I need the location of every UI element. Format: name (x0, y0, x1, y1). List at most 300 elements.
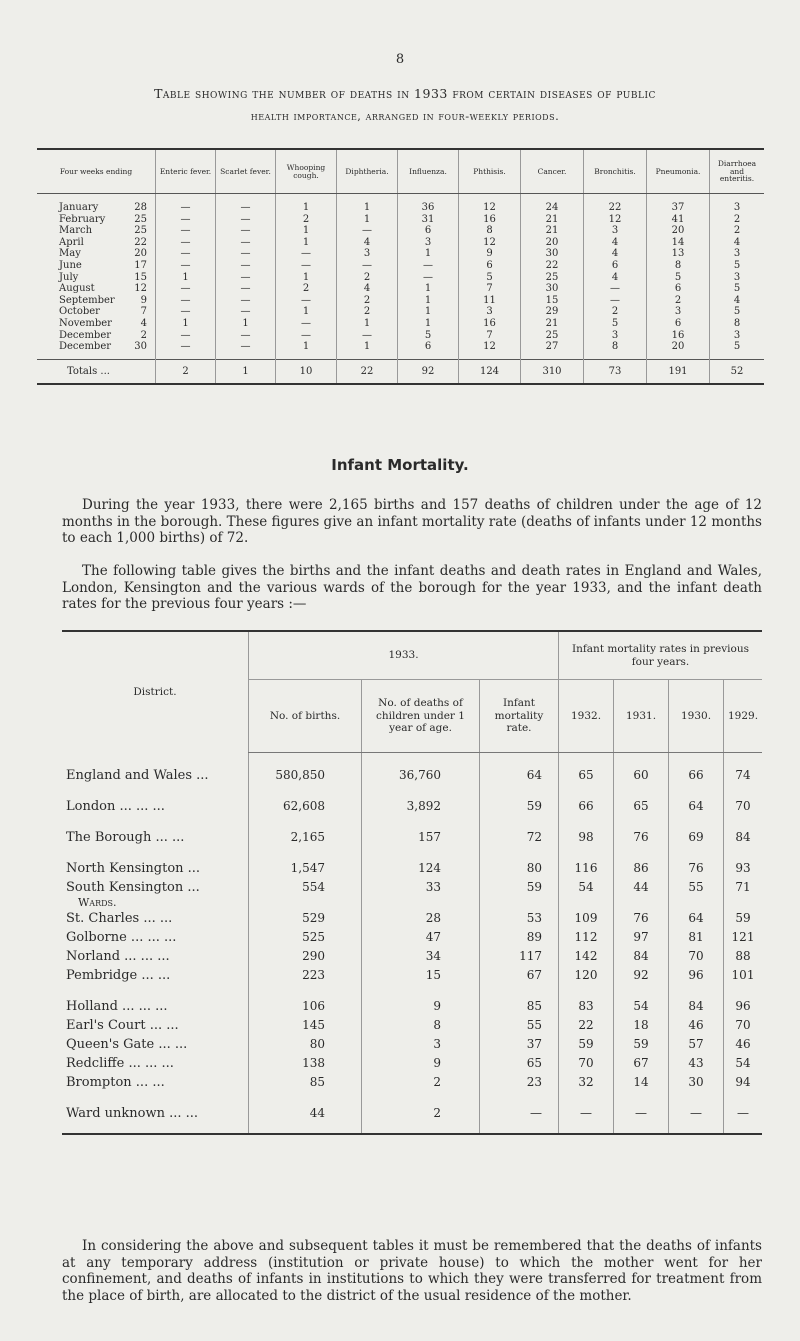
table-cell: — (216, 248, 276, 260)
table-cell: 1 (337, 318, 398, 330)
totals-cell: 52 (710, 359, 765, 384)
infant-mortality-table (62, 630, 762, 1135)
table-cell: 84 (724, 828, 763, 847)
table-cell: 6 (398, 225, 459, 237)
table-cell: 31 (398, 214, 459, 226)
table-cell: 22 (521, 260, 584, 272)
table-cell: — (559, 1104, 614, 1123)
table-cell: 5 (584, 318, 647, 330)
table-cell: — (156, 225, 216, 237)
table-row (37, 341, 764, 353)
table-cell: 2 (337, 272, 398, 284)
table-cell: — (216, 295, 276, 307)
period-month: August (59, 283, 95, 295)
table-cell: 62,608 (249, 797, 362, 816)
table-cell: 7 (459, 330, 521, 342)
table2-spacer-row (62, 847, 762, 859)
table-cell: 529 (249, 909, 362, 928)
table-cell: 59 (480, 797, 559, 816)
table-row (37, 260, 764, 272)
table-row (37, 248, 764, 260)
period-cell (37, 202, 156, 214)
table-cell: 4 (337, 237, 398, 249)
table-cell: 2,165 (249, 828, 362, 847)
table-row (37, 237, 764, 249)
table2-spacer-row (62, 816, 762, 828)
table-cell: — (584, 283, 647, 295)
table-cell: 1 (398, 318, 459, 330)
table-cell: 54 (614, 997, 669, 1016)
table-cell: — (480, 1104, 559, 1123)
table-row (62, 766, 762, 785)
table-cell: 89 (480, 928, 559, 947)
table-cell: 67 (480, 966, 559, 985)
period-day: 12 (134, 283, 147, 295)
table-cell: — (156, 330, 216, 342)
period-month: December (59, 341, 112, 353)
table-cell: 46 (669, 1016, 724, 1035)
table-cell: — (276, 295, 337, 307)
period-cell (37, 260, 156, 272)
table-cell: 59 (614, 1035, 669, 1054)
table-cell: 6 (398, 341, 459, 353)
table-cell: 3 (710, 272, 765, 284)
table-row (37, 283, 764, 295)
table-cell: 5 (710, 260, 765, 272)
col-district: District. (133, 685, 177, 698)
table-cell: — (216, 202, 276, 214)
table-cell: — (156, 202, 216, 214)
table-cell: 3,892 (362, 797, 480, 816)
table-cell: 8 (647, 260, 710, 272)
period-month: October (59, 306, 100, 318)
table-cell: 16 (459, 214, 521, 226)
table-cell: 124 (362, 859, 480, 878)
table-cell: 84 (669, 997, 724, 1016)
table-cell: 59 (559, 1035, 614, 1054)
table-cell: 3 (584, 330, 647, 342)
table-cell: 97 (614, 928, 669, 947)
table-cell: 80 (249, 1035, 362, 1054)
table-cell: 59 (724, 909, 763, 928)
table-row (62, 997, 762, 1016)
period-cell (37, 330, 156, 342)
table2-spacer-row (62, 1123, 762, 1134)
table-row (37, 306, 764, 318)
table-cell: 5 (398, 330, 459, 342)
totals-label: Totals ... (37, 359, 156, 384)
district-name: Holland ... ... ... (66, 999, 168, 1014)
table-cell: 66 (669, 766, 724, 785)
table-cell: 9 (362, 1054, 480, 1073)
table-row (62, 878, 762, 897)
table-cell: 13 (647, 248, 710, 260)
district-name: Pembridge ... ... (66, 968, 171, 983)
period-day: 28 (134, 202, 147, 213)
table-cell: — (398, 260, 459, 272)
table-row (62, 966, 762, 985)
table-cell: 80 (480, 859, 559, 878)
table-cell: 1 (398, 295, 459, 307)
table1-title-line2: health importance, arranged in four-weekly periods. (250, 108, 560, 123)
period-month: March (59, 225, 93, 237)
period-day: 9 (140, 294, 147, 306)
table-cell: 64 (669, 909, 724, 928)
table-cell: 54 (559, 878, 614, 897)
table-cell: 66 (559, 797, 614, 816)
table-cell: 27 (521, 341, 584, 353)
table-cell: 4 (710, 295, 765, 307)
table-cell: 1 (156, 272, 216, 284)
table-cell: 3 (459, 306, 521, 318)
table-row (62, 1104, 762, 1123)
table-cell: 5 (710, 306, 765, 318)
table-cell: 81 (669, 928, 724, 947)
table-cell: 43 (669, 1054, 724, 1073)
table-cell: — (398, 272, 459, 284)
table-row (62, 1016, 762, 1035)
table-row (62, 828, 762, 847)
table-cell: 22 (584, 202, 647, 214)
table-cell: 2 (647, 295, 710, 307)
table-cell: 4 (584, 237, 647, 249)
table-cell: 116 (559, 859, 614, 878)
table-cell: 1 (276, 306, 337, 318)
table2-spacer-row (62, 785, 762, 797)
table2-spacer-row (62, 753, 762, 767)
table-cell: 6 (647, 283, 710, 295)
table-cell: 76 (614, 828, 669, 847)
period-cell (37, 295, 156, 307)
col-infant-mortality-rate: Infant mortality rate. (480, 680, 559, 753)
table-cell: 4 (584, 248, 647, 260)
infant-mortality-paragraph-1: During the year 1933, there were 2,165 births and 157 deaths of children under the age of 12 months in the borough. These figures give an infant mortality rate (deaths of infants under 12 months to each 1,000 births) of 72. (62, 497, 762, 546)
table-cell: 5 (710, 283, 765, 295)
table-cell: 64 (480, 766, 559, 785)
table-cell: 2 (710, 214, 765, 226)
table-cell: 28 (362, 909, 480, 928)
infant-mortality-paragraph-2: The following table gives the births and the infant deaths and death rates in England and Wales, London, Kensington and the various wards of the borough for the year 1933, and the infant death rates for the previous four years :— (62, 563, 762, 612)
table-cell: 5 (459, 272, 521, 284)
table-cell: 101 (724, 966, 763, 985)
table-cell: 2 (584, 306, 647, 318)
disease-deaths-table (37, 148, 764, 385)
col-infant-deaths: No. of deaths of children under 1 year of age. (362, 680, 480, 753)
table-cell: — (156, 283, 216, 295)
district-name: Brompton ... ... (66, 1075, 165, 1090)
table-cell: 109 (559, 909, 614, 928)
table-cell: 11 (459, 295, 521, 307)
col-1932: 1932. (559, 680, 614, 753)
period-day: 25 (134, 225, 147, 237)
table-cell: 84 (614, 947, 669, 966)
col-phthisis: Phthisis. (459, 149, 521, 194)
table-cell: 12 (459, 237, 521, 249)
table-cell: 12 (459, 202, 521, 214)
col-diarrhoea-enteritis: Diarrhoea and enteritis. (710, 149, 765, 194)
table-cell: 2 (362, 1073, 480, 1092)
table-cell: 65 (614, 797, 669, 816)
group-previous-four-years: Infant mortality rates in previous four years. (559, 631, 763, 680)
table-cell: 22 (559, 1016, 614, 1035)
table-cell: 20 (647, 341, 710, 353)
infant-mortality-heading: Infant Mortality. (331, 456, 469, 474)
table-cell: 6 (459, 260, 521, 272)
table-row (62, 1073, 762, 1092)
table-row (37, 318, 764, 330)
table-cell: — (156, 248, 216, 260)
table-cell: — (156, 295, 216, 307)
period-month: January (59, 202, 99, 213)
table-cell: 74 (724, 766, 763, 785)
table-cell: — (156, 341, 216, 353)
period-day: 22 (134, 236, 147, 248)
table-cell: 30 (521, 283, 584, 295)
table-cell: 117 (480, 947, 559, 966)
table-cell: 92 (614, 966, 669, 985)
table-row (37, 272, 764, 284)
table-cell: 2 (276, 283, 337, 295)
table-cell: 37 (647, 202, 710, 214)
period-day: 15 (134, 271, 147, 283)
totals-cell: 73 (584, 359, 647, 384)
table-cell: 98 (559, 828, 614, 847)
col-1929: 1929. (724, 680, 763, 753)
col-1931: 1931. (614, 680, 669, 753)
table-cell: 30 (669, 1073, 724, 1092)
table-cell: 25 (521, 272, 584, 284)
table-cell: 34 (362, 947, 480, 966)
table-cell: 2 (710, 225, 765, 237)
table-cell: 96 (724, 997, 763, 1016)
table-cell: 1,547 (249, 859, 362, 878)
table-cell: 7 (459, 283, 521, 295)
table-row (62, 1035, 762, 1054)
table-cell: — (614, 1104, 669, 1123)
page-number: 8 (395, 52, 405, 67)
col-births: No. of births. (249, 680, 362, 753)
table-cell: 96 (669, 966, 724, 985)
table-cell: — (216, 341, 276, 353)
table-cell: 70 (724, 1016, 763, 1035)
table-cell: 2 (337, 306, 398, 318)
table-cell: 70 (559, 1054, 614, 1073)
col-diphtheria: Diphtheria. (337, 149, 398, 194)
table-row (62, 797, 762, 816)
totals-cell: 1 (216, 359, 276, 384)
district-name: Ward unknown ... ... (66, 1106, 199, 1121)
totals-cell: 124 (459, 359, 521, 384)
col-whooping-cough: Whooping cough. (276, 149, 337, 194)
table-cell: 6 (647, 318, 710, 330)
table-cell: 54 (724, 1054, 763, 1073)
table-cell: 86 (614, 859, 669, 878)
infant-mortality-paragraph-3: In considering the above and subsequent tables it must be remembered that the deaths of infants at any temporary address (institution or private house) to which the mother went for her confinement, and deaths of infants in institutions to which they were transferred for treatment from the place of birth, are allocated to the district of the usual residence of the mother. (62, 1238, 762, 1304)
table-row (62, 859, 762, 878)
table-cell: 14 (614, 1073, 669, 1092)
col-1930: 1930. (669, 680, 724, 753)
table-row (37, 202, 764, 214)
table-cell: — (216, 225, 276, 237)
table-cell: 69 (669, 828, 724, 847)
table-cell: 70 (724, 797, 763, 816)
table-cell: 5 (647, 272, 710, 284)
table-cell: 70 (669, 947, 724, 966)
table-cell: 8 (459, 225, 521, 237)
table-row (37, 214, 764, 226)
table-cell: 223 (249, 966, 362, 985)
table-cell: 112 (559, 928, 614, 947)
table-cell: 85 (480, 997, 559, 1016)
table-cell: 4 (584, 272, 647, 284)
table-cell: 46 (724, 1035, 763, 1054)
table-cell: 16 (647, 330, 710, 342)
table-cell: 41 (647, 214, 710, 226)
table-cell: 37 (480, 1035, 559, 1054)
table-cell: 1 (276, 202, 337, 214)
table-cell: 1 (398, 283, 459, 295)
table-cell: 8 (710, 318, 765, 330)
table-cell: 3 (710, 330, 765, 342)
table-cell: 1 (216, 318, 276, 330)
table-cell: 580,850 (249, 766, 362, 785)
table-cell: 290 (249, 947, 362, 966)
table-cell: — (337, 225, 398, 237)
table-cell: 94 (724, 1073, 763, 1092)
table-cell: 44 (614, 878, 669, 897)
totals-cell: 10 (276, 359, 337, 384)
table-cell: 65 (480, 1054, 559, 1073)
table-cell: 3 (337, 248, 398, 260)
table-cell: 93 (724, 859, 763, 878)
table-cell: 20 (647, 225, 710, 237)
wards-label: Wards. (78, 896, 117, 909)
table-cell: — (337, 330, 398, 342)
table-cell: 4 (710, 237, 765, 249)
district-name: South Kensington ... (66, 880, 200, 895)
table-cell: 44 (249, 1104, 362, 1123)
period-day: 2 (140, 329, 147, 341)
table-cell: — (216, 260, 276, 272)
district-name: Earl's Court ... ... (66, 1018, 179, 1033)
table-cell: 55 (480, 1016, 559, 1035)
table-cell: 1 (337, 202, 398, 214)
period-cell (37, 306, 156, 318)
table-cell: — (156, 260, 216, 272)
table2-spacer-row (62, 985, 762, 997)
table-cell: — (216, 272, 276, 284)
table-cell: 525 (249, 928, 362, 947)
table-row (37, 295, 764, 307)
table-cell: 30 (521, 248, 584, 260)
col-four-weeks-ending: Four weeks ending (37, 149, 156, 194)
table-cell: 36,760 (362, 766, 480, 785)
col-enteric-fever: Enteric fever. (156, 149, 216, 194)
table-cell: 3 (362, 1035, 480, 1054)
totals-cell: 22 (337, 359, 398, 384)
district-name: Norland ... ... ... (66, 949, 170, 964)
table2-spacer-row (62, 1092, 762, 1104)
table-cell: 24 (521, 202, 584, 214)
period-cell (37, 283, 156, 295)
table-cell: 53 (480, 909, 559, 928)
table-cell: 29 (521, 306, 584, 318)
table-cell: 3 (398, 237, 459, 249)
district-name: London ... ... ... (66, 799, 165, 814)
table-cell: 1 (398, 248, 459, 260)
col-scarlet-fever: Scarlet fever. (216, 149, 276, 194)
table-cell: 1 (276, 237, 337, 249)
district-name: North Kensington ... (66, 861, 201, 876)
period-day: 30 (134, 341, 147, 353)
table-cell: — (156, 237, 216, 249)
table-cell: 3 (710, 248, 765, 260)
table-cell: 1 (337, 341, 398, 353)
table-cell: 32 (559, 1073, 614, 1092)
table-cell: 120 (559, 966, 614, 985)
totals-cell: 2 (156, 359, 216, 384)
table-cell: 76 (669, 859, 724, 878)
table-cell: 55 (669, 878, 724, 897)
totals-cell: 310 (521, 359, 584, 384)
col-bronchitis: Bronchitis. (584, 149, 647, 194)
table-cell: 57 (669, 1035, 724, 1054)
table-cell: 6 (584, 260, 647, 272)
table-cell: — (216, 237, 276, 249)
period-month: September (59, 294, 115, 306)
table-cell: 21 (521, 318, 584, 330)
district-name: Queen's Gate ... ... (66, 1037, 188, 1052)
table-cell: 157 (362, 828, 480, 847)
table-cell: 1 (276, 341, 337, 353)
period-month: May (59, 248, 81, 260)
table-cell: 4 (337, 283, 398, 295)
table1-header-row (37, 149, 764, 194)
period-month: June (59, 259, 82, 271)
period-month: April (59, 236, 84, 248)
table1-title-line1: Table showing the number of deaths in 1933 from certain diseases of public (154, 86, 656, 101)
table-cell: 1 (276, 225, 337, 237)
col-cancer: Cancer. (521, 149, 584, 194)
table-cell: — (276, 330, 337, 342)
period-month: November (59, 317, 112, 329)
table-cell: 12 (584, 214, 647, 226)
table-cell: — (337, 260, 398, 272)
table-cell: 88 (724, 947, 763, 966)
table-cell: 65 (559, 766, 614, 785)
table-cell: 142 (559, 947, 614, 966)
table-cell: 145 (249, 1016, 362, 1035)
table-cell: 60 (614, 766, 669, 785)
totals-row (37, 359, 764, 384)
table-cell: 9 (459, 248, 521, 260)
table-cell: 1 (156, 318, 216, 330)
table-cell: 15 (521, 295, 584, 307)
district-name: St. Charles ... ... (66, 911, 173, 926)
period-day: 25 (134, 213, 147, 225)
table-cell: 33 (362, 878, 480, 897)
table-cell: 72 (480, 828, 559, 847)
period-month: July (59, 271, 79, 283)
table2-body (62, 753, 762, 1135)
table-cell: 21 (521, 225, 584, 237)
table-cell: 18 (614, 1016, 669, 1035)
table-cell: 76 (614, 909, 669, 928)
table-cell: 8 (362, 1016, 480, 1035)
period-cell (37, 248, 156, 260)
table-cell: 83 (559, 997, 614, 1016)
table-cell: 14 (647, 237, 710, 249)
